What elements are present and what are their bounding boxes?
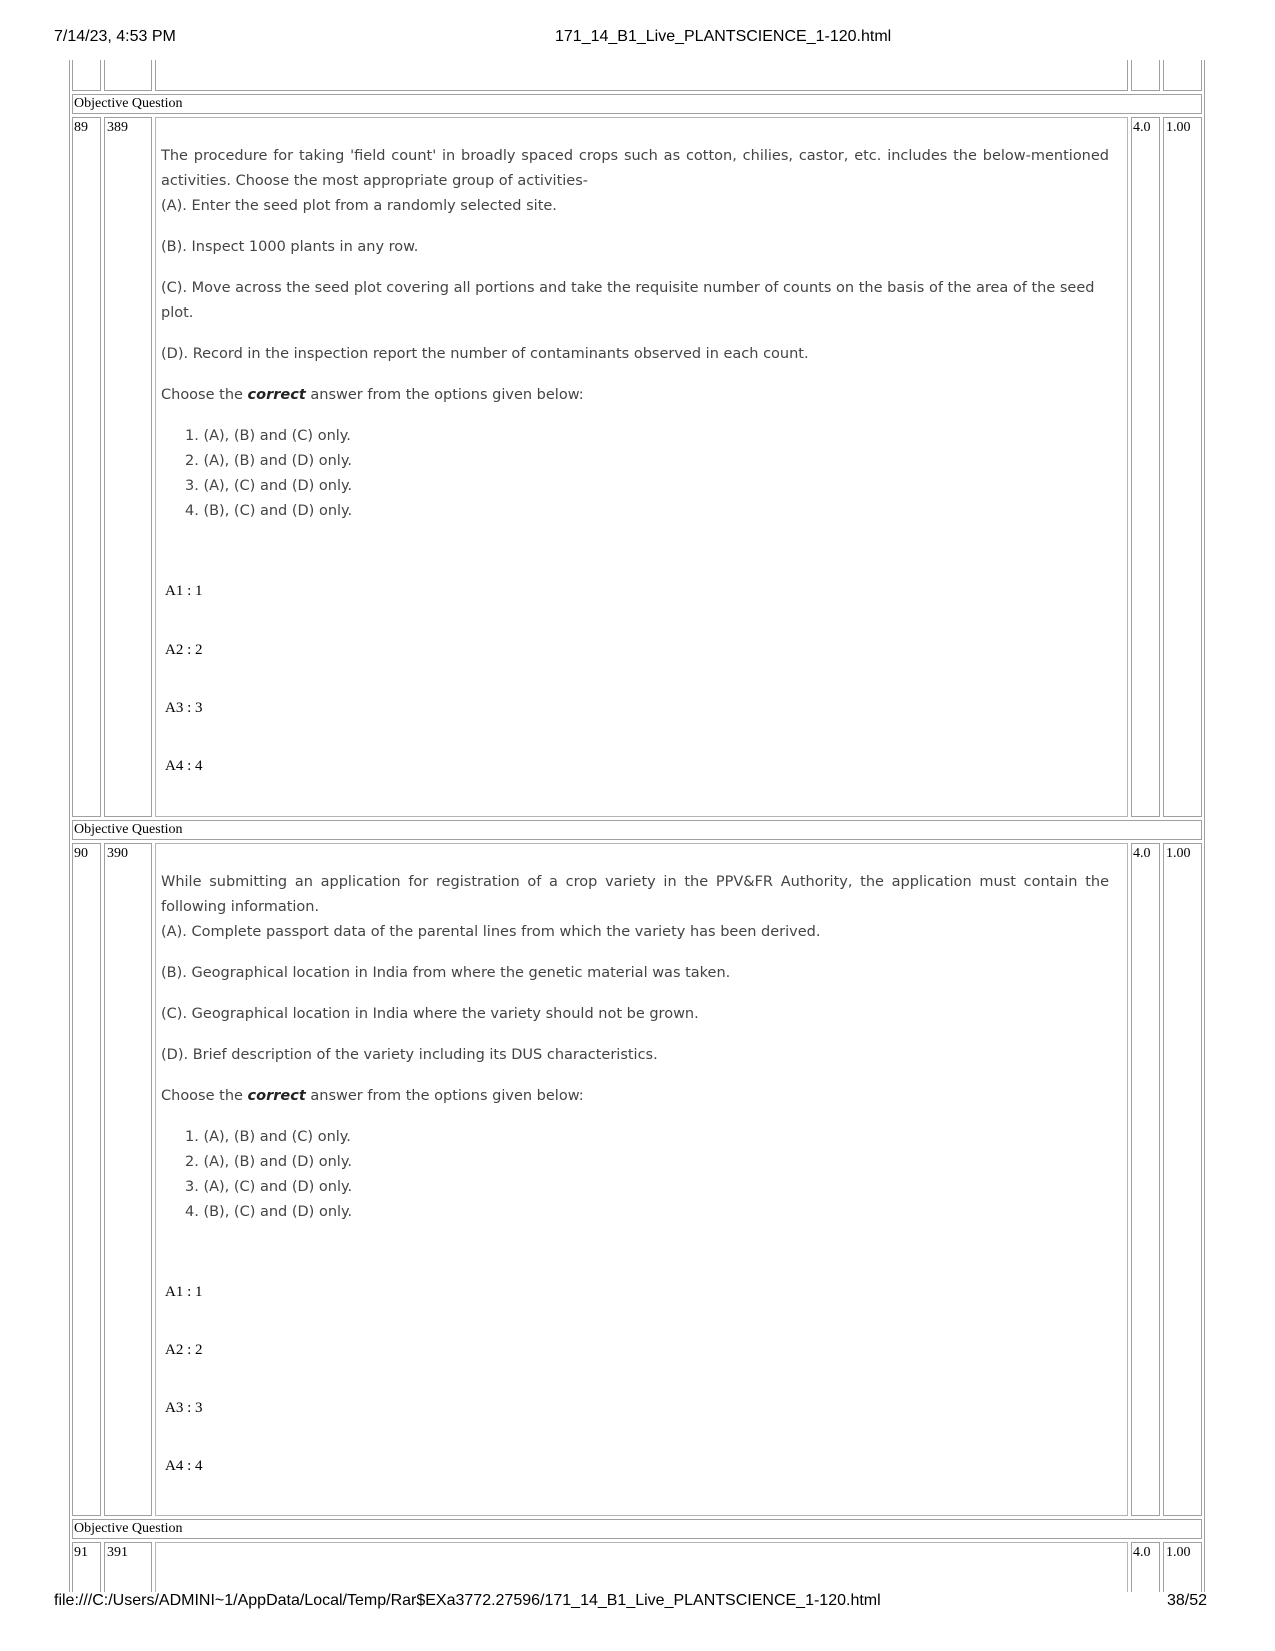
cell-qid bbox=[104, 1542, 152, 1592]
answer-option-2: A2 : 2 bbox=[165, 642, 203, 658]
statement-d: (D). Record in the inspection report the number of contaminants observed in each count. bbox=[161, 346, 809, 362]
question-type-label: Objective Question bbox=[74, 96, 183, 111]
prev-cell-neg bbox=[1163, 60, 1202, 91]
cell-question-body bbox=[155, 1542, 1128, 1592]
statement-b: (B). Geographical location in India from where the genetic material was taken. bbox=[161, 965, 731, 981]
option-list bbox=[161, 1125, 1109, 1225]
question-type-header bbox=[72, 94, 1202, 114]
prev-cell-marks bbox=[1131, 60, 1160, 91]
cell-marks bbox=[1131, 843, 1160, 1516]
answer-option-3: A3 : 3 bbox=[165, 1400, 203, 1416]
cell-sno bbox=[72, 843, 101, 1516]
answer-option-2: A2 : 2 bbox=[165, 1342, 203, 1358]
question-intro: While submitting an application for registration of a crop variety in the PPV&FR Authority, the application must contain the following information. bbox=[161, 874, 1109, 915]
emphasis-correct: correct bbox=[247, 387, 306, 403]
question-serial: 91 bbox=[74, 1545, 88, 1560]
cell-qid bbox=[104, 843, 152, 1516]
question-id: 391 bbox=[107, 1545, 128, 1560]
prev-cell-qid bbox=[104, 60, 152, 91]
statement-a: (A). Complete passport data of the parental lines from which the variety has been derived. bbox=[161, 924, 821, 940]
prev-cell-sno bbox=[72, 60, 101, 91]
question-type-label: Objective Question bbox=[74, 822, 183, 837]
choose-instruction: Choose the correct answer from the options given below: bbox=[161, 1088, 584, 1104]
document-title: 171_14_B1_Live_PLANTSCIENCE_1-120.html bbox=[555, 28, 892, 45]
question-negative-marks: 1.00 bbox=[1166, 846, 1191, 861]
question-type-header bbox=[72, 820, 1202, 840]
prev-cell-body bbox=[155, 60, 1128, 91]
cell-sno bbox=[72, 1542, 101, 1592]
page-number: 38/52 bbox=[1167, 1592, 1208, 1609]
question-marks: 4.0 bbox=[1133, 1545, 1151, 1560]
cell-negative-marks bbox=[1163, 1542, 1202, 1592]
question-serial: 89 bbox=[74, 120, 88, 135]
option-item: 3. (A), (C) and (D) only. bbox=[185, 478, 353, 494]
statement-c: (C). Move across the seed plot covering all portions and take the requisite number of counts on the basis of the area of the seed plot. bbox=[161, 280, 1095, 321]
question-marks: 4.0 bbox=[1133, 120, 1151, 135]
cell-negative-marks bbox=[1163, 843, 1202, 1516]
question-id: 390 bbox=[107, 846, 128, 861]
file-path: file:///C:/Users/ADMINI~1/AppData/Local/Temp/Rar$EXa3772.27596/171_14_B1_Live_PLANTSCIENCE_1-120.html bbox=[54, 1592, 881, 1609]
statement-d: (D). Brief description of the variety including its DUS characteristics. bbox=[161, 1047, 658, 1063]
option-item: 3. (A), (C) and (D) only. bbox=[185, 1179, 353, 1195]
answer-option-1: A1 : 1 bbox=[165, 1284, 203, 1300]
emphasis-correct: correct bbox=[247, 1088, 306, 1104]
cell-marks bbox=[1131, 117, 1160, 817]
answer-option-4: A4 : 4 bbox=[165, 1458, 203, 1474]
question-type-label: Objective Question bbox=[74, 1521, 183, 1536]
answer-option-3: A3 : 3 bbox=[165, 700, 203, 716]
cell-marks bbox=[1131, 1542, 1160, 1592]
cell-negative-marks bbox=[1163, 117, 1202, 817]
choose-instruction: Choose the correct answer from the options given below: bbox=[161, 387, 584, 403]
question-marks: 4.0 bbox=[1133, 846, 1151, 861]
question-negative-marks: 1.00 bbox=[1166, 120, 1191, 135]
question-text bbox=[161, 870, 1109, 1225]
cell-sno bbox=[72, 117, 101, 817]
cell-qid bbox=[104, 117, 152, 817]
question-serial: 90 bbox=[74, 846, 88, 861]
answer-option-4: A4 : 4 bbox=[165, 758, 203, 774]
option-item: 2. (A), (B) and (D) only. bbox=[185, 1154, 352, 1170]
print-datetime: 7/14/23, 4:53 PM bbox=[54, 28, 176, 45]
statement-c: (C). Geographical location in India where the variety should not be grown. bbox=[161, 1006, 699, 1022]
statement-a: (A). Enter the seed plot from a randomly selected site. bbox=[161, 198, 557, 214]
question-type-header bbox=[72, 1519, 1202, 1539]
option-item: 4. (B), (C) and (D) only. bbox=[185, 503, 353, 519]
question-text bbox=[161, 144, 1109, 524]
option-item: 4. (B), (C) and (D) only. bbox=[185, 1204, 353, 1220]
option-item: 1. (A), (B) and (C) only. bbox=[185, 428, 351, 444]
option-item: 1. (A), (B) and (C) only. bbox=[185, 1129, 351, 1145]
statement-b: (B). Inspect 1000 plants in any row. bbox=[161, 239, 419, 255]
question-intro: The procedure for taking 'field count' in broadly spaced crops such as cotton, chilies, castor, etc. includes the below-mentioned activities. Choose the most appropriate group of activities- bbox=[161, 148, 1109, 189]
answer-option-1: A1 : 1 bbox=[165, 583, 203, 599]
option-item: 2. (A), (B) and (D) only. bbox=[185, 453, 352, 469]
option-list bbox=[161, 424, 1109, 524]
question-negative-marks: 1.00 bbox=[1166, 1545, 1191, 1560]
question-id: 389 bbox=[107, 120, 128, 135]
